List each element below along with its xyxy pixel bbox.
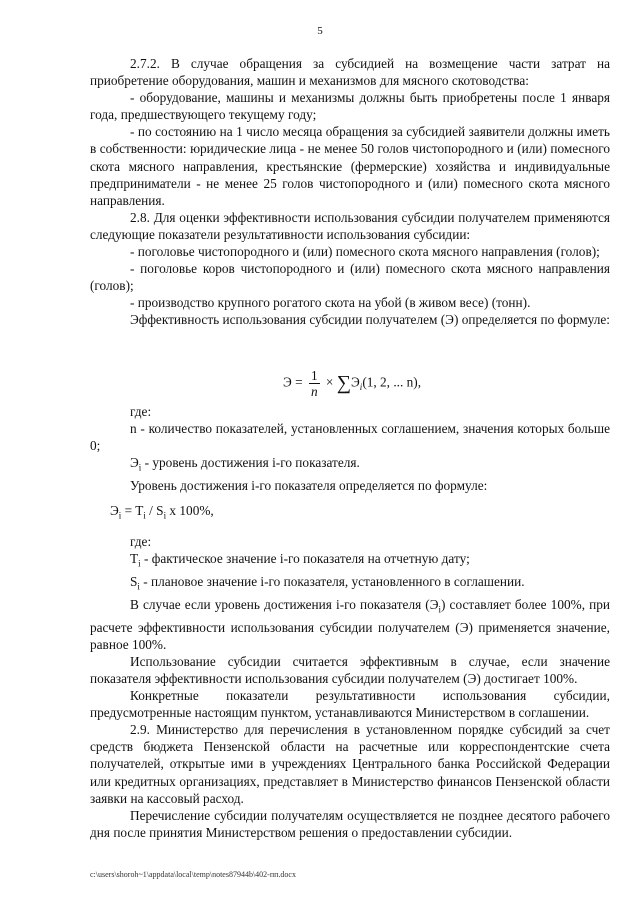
sum-sign: ∑: [336, 372, 352, 394]
formula-args: (1, 2, ... n),: [362, 374, 422, 390]
list-item: - производство крупного рогатого скота на убой (в живом весе) (тонн).: [130, 295, 531, 311]
formula-term: Э: [351, 374, 360, 390]
paragraph-2-9: 2.9. Министерство для перечисления в установленном порядке субсидий за счет средств бюджета Пензенской области на расчетные или корреспондентские счета получателей, открытые ими в учреждениях Центрального банка Российской Федерации или кредитных организациях, представляет в Министерство финансов Пензенской области заявки на кассовый расход.: [90, 722, 610, 806]
paragraph-indicators: Конкретные показатели результативности использования субсидии, предусмотренные настоящим пунктом, устанавливаются Министерством в соглашении.: [90, 688, 610, 721]
document-body: [90, 55, 610, 841]
times-sign: ×: [325, 374, 334, 390]
formula-level: $Э_i = T_i / S_i$ х 100%,: [110, 502, 214, 521]
definition-ti: $T_i$ - фактическое значение i-го показателя на отчетную дату;: [130, 551, 470, 570]
paragraph-effective: Использование субсидии считается эффективным в случае, если значение показателя эффективности использования субсидии получателем (Э) достигает 100%.: [90, 653, 610, 686]
definition-si: $S_i$ - плановое значение i-го показателя, установленного в соглашении.: [130, 574, 525, 592]
formula-efficiency: [283, 368, 421, 399]
page-number: 5: [317, 25, 323, 37]
formula-term-sub: i: [359, 382, 363, 393]
formula-fraction: [309, 368, 320, 399]
list-item: - оборудование, машины и механизмы должны быть приобретены после 1 января года, предшествующего текущему году;: [90, 90, 610, 123]
where-label: где:: [130, 403, 152, 419]
formula-lhs: Э =: [283, 374, 303, 390]
fraction-numerator: 1: [310, 368, 318, 383]
definition-n: n - количество показателей, установленных соглашением, значения которых больше 0;: [90, 420, 610, 453]
where-label: где:: [130, 534, 152, 550]
formula-intro: Эффективность использования субсидии получателем (Э) определяется по формуле:: [130, 312, 610, 328]
list-item: - поголовье чистопородного и (или) помесного скота мясного направления (голов);: [130, 244, 600, 260]
paragraph-transfer: Перечисление субсидии получателям осуществляется не позднее десятого рабочего дня после принятия Министерством решения о предоставлении субсидии.: [90, 807, 610, 840]
paragraph-2-7-2: 2.7.2. В случае обращения за субсидией на возмещение части затрат на приобретение оборудования, машин и механизмов для мясного скотоводства:: [90, 56, 610, 89]
paragraph-2-8: 2.8. Для оценки эффективности использования субсидии получателем применяются следующие показатели результативности использования субсидии:: [90, 209, 610, 242]
fraction-denominator: n: [310, 384, 318, 399]
file-path-footer: c:\users\shoroh~1\appdata\local\temp\notes87944b\402-пп.docx: [90, 870, 296, 879]
list-item: - по состоянию на 1 число месяца обращения за субсидией заявители должны иметь в собственности: юридические лица - не менее 50 голов чистопородного и (или) помесного скота мясного направления, крестьянские (фермерские) хозяйства и индивидуальные предприниматели - не менее 25 голов чистопородного и (или) помесного скота мясного направления.: [90, 124, 610, 208]
list-item: - поголовье коров чистопородного и (или) помесного скота мясного направления (голов);: [90, 261, 610, 294]
definition-ei: $Э_i$ - уровень достижения i-го показателя.: [130, 454, 360, 473]
level-formula-intro: Уровень достижения i-го показателя определяется по формуле:: [130, 477, 488, 493]
case-paragraph: В случае если уровень достижения i-го показателя $(Э_i)$ составляет более 100%, при расчете эффективности использования субсидии получателем (Э) применяется значение, равное 100%.: [90, 596, 610, 652]
